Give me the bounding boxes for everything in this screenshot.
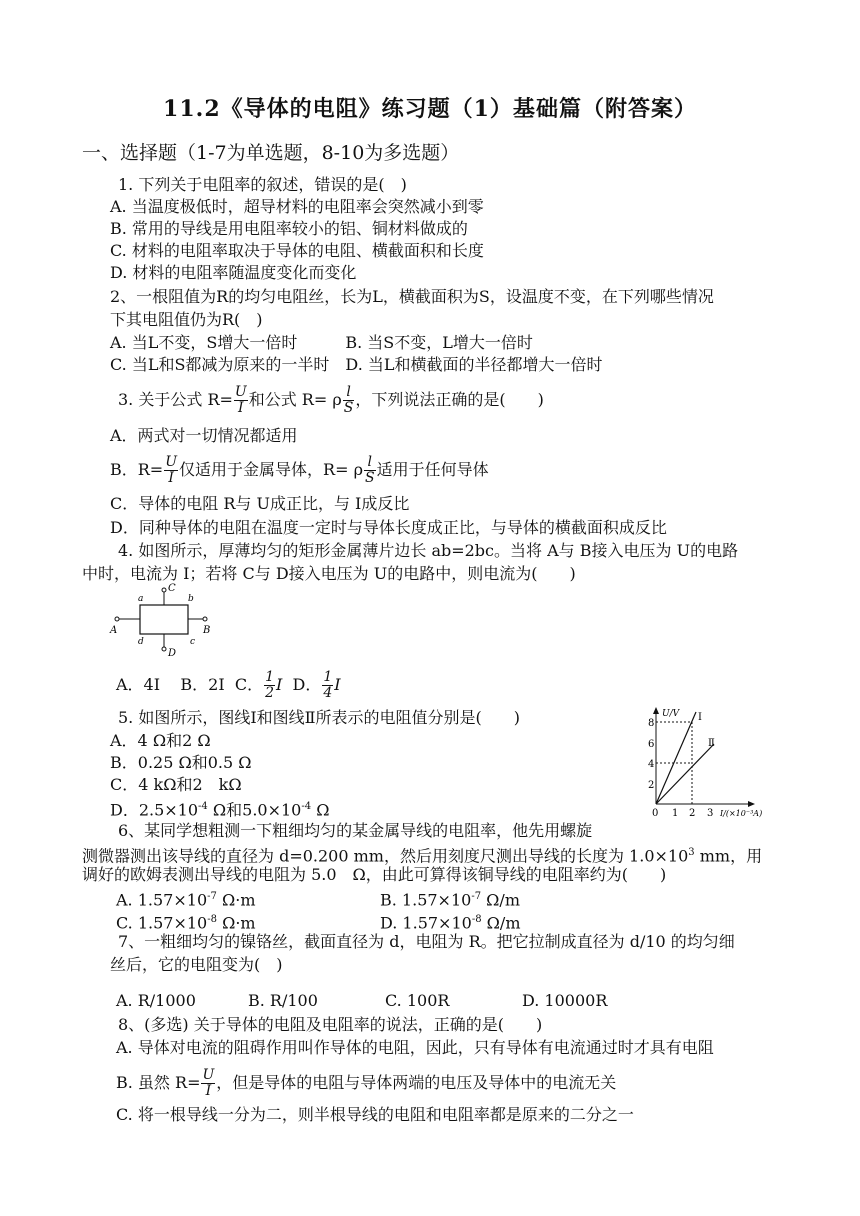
q8-b-part1: B. 虽然 R= xyxy=(116,1073,201,1092)
q4-option-b: B．2I xyxy=(180,675,225,694)
x-tick: 0 xyxy=(652,808,659,819)
q5-d-part1: D．2.5×10 xyxy=(110,800,199,820)
label-C: C xyxy=(168,583,176,594)
denominator: I xyxy=(168,470,174,486)
line-i-label: Ⅰ xyxy=(698,712,702,723)
numerator: U xyxy=(234,384,247,400)
q3-b-part1: B．R= xyxy=(110,460,164,479)
terminal-b xyxy=(203,617,207,621)
q2-options-ab: A. 当L不变，S增大一倍时 B. 当S不变，L增大一倍时 xyxy=(110,333,533,352)
fraction-u-over-i xyxy=(201,1068,215,1099)
denominator: S xyxy=(343,400,354,416)
u-i-graph xyxy=(640,704,782,822)
metal-plate xyxy=(140,605,188,634)
q8-option-a: A. 导体对电流的阻碍作用叫作导体的电阻，因此，只有导体有电流通过时才具有电阻 xyxy=(116,1038,714,1057)
q7-option-a: A. R/1000 xyxy=(116,991,196,1010)
q6-c-unit: Ω·m xyxy=(216,913,256,933)
q3-stem-part2: 和公式 R= ρ xyxy=(248,390,342,409)
denominator: 4 xyxy=(323,685,333,701)
q6-option-b xyxy=(380,887,520,910)
q6-d-unit: Ω/m xyxy=(481,913,521,933)
q4-options xyxy=(116,670,341,701)
terminal-d xyxy=(162,647,166,651)
terminal-a xyxy=(115,617,119,621)
q6-option-a xyxy=(116,887,255,910)
q3-stem-part1: 3. 关于公式 R= xyxy=(118,390,233,409)
q6-c-value: C. 1.57×10 xyxy=(116,913,208,933)
label-d: d xyxy=(138,637,144,647)
q4-stem-line2: 中时，电流为 I；若将 C与 D接入电压为 U的电路中，则电流为( ) xyxy=(82,564,576,583)
q6-b-unit: Ω/m xyxy=(481,890,520,910)
q5-d-part2: Ω和5.0×10 xyxy=(207,800,302,820)
q8-b-part2: ，但是导体的电阻与导体两端的电压及导体中的电流无关 xyxy=(216,1073,617,1092)
q3-option-b xyxy=(110,455,489,486)
q5-option-d xyxy=(110,797,329,820)
denominator: I xyxy=(205,1083,212,1099)
y-tick: 6 xyxy=(648,739,655,750)
q5-d-part3: Ω xyxy=(311,800,330,820)
fraction-one-quarter xyxy=(322,670,333,701)
q6-b-value: B. 1.57×10 xyxy=(380,890,472,910)
x-tick: 3 xyxy=(707,808,714,819)
q7-option-c: C. 100R xyxy=(385,991,450,1010)
exponent: 3 xyxy=(688,847,695,858)
q3-option-a: A．两式对一切情况都适用 xyxy=(110,426,298,445)
q4-d-current: I xyxy=(334,675,341,694)
label-D: D xyxy=(168,648,177,659)
numerator: U xyxy=(165,454,178,470)
y-axis-label: U/V xyxy=(662,709,680,719)
q8-stem: 8、(多选) 关于导体的电阻及电阻率的说法，正确的是( ) xyxy=(118,1015,543,1034)
terminal-c xyxy=(162,588,166,592)
section-heading: 一、选择题（1-7为单选题，8-10为多选题） xyxy=(82,142,460,164)
q6-stem-line1: 6、某同学想粗测一下粗细均匀的某金属导线的电阻率，他先用螺旋 xyxy=(118,821,593,840)
rectangle-plate-figure xyxy=(108,582,220,660)
q7-stem-line2: 丝后，它的电阻变为( ) xyxy=(110,955,283,974)
q1-option-a: A. 当温度极低时，超导材料的电阻率会突然减小到零 xyxy=(110,197,484,216)
exponent: -8 xyxy=(471,914,482,925)
q6-option-c xyxy=(116,910,256,933)
label-c: c xyxy=(190,637,196,647)
q3-option-d: D．同种导体的电阻在温度一定时与导体长度成正比，与导体的横截面积成反比 xyxy=(110,518,667,537)
denominator: 2 xyxy=(265,685,275,701)
line-ii-label: Ⅱ xyxy=(708,738,715,749)
q4-c-current: I xyxy=(276,675,283,694)
q4-option-d: D． xyxy=(292,675,322,694)
exponent: -7 xyxy=(207,891,217,902)
q5-option-c: C．4 kΩ和2 kΩ xyxy=(110,775,242,794)
q1-option-c: C. 材料的电阻率取决于导体的电阻、横截面积和长度 xyxy=(110,241,484,260)
q6-stem-line3: 调好的欧姆表测出导线的电阻为 5.0 Ω，由此可算得该铜导线的电阻率约为( ) xyxy=(82,865,667,884)
q8-option-c: C. 将一根导线一分为二，则半根导线的电阻和电阻率都是原来的二分之一 xyxy=(116,1105,634,1124)
line-ii xyxy=(656,744,714,804)
q6-line2-part1: 测微器测出该导线的直径为 d=0.200 mm，然后用刻度尺测出导线的长度为 1.0×10 xyxy=(82,846,689,866)
numerator: 1 xyxy=(323,669,333,685)
fraction-l-over-s xyxy=(343,385,355,416)
x-tick: 2 xyxy=(689,808,696,819)
numerator: l xyxy=(343,385,355,401)
q6-stem-line2 xyxy=(82,843,762,866)
q3-option-c: C．导体的电阻 R与 U成正比，与 I成反比 xyxy=(110,494,410,513)
q2-stem-line2: 下其电阻值仍为R( ) xyxy=(110,310,263,329)
x-tick: 1 xyxy=(672,808,679,819)
denominator: S xyxy=(364,470,375,486)
q3-stem xyxy=(118,385,544,416)
numerator: U xyxy=(202,1067,215,1083)
q5-stem: 5. 如图所示，图线Ⅰ和图线Ⅱ所表示的电阻值分别是( ) xyxy=(118,708,521,727)
page-title: 11.2《导体的电阻》练习题（1）基础篇（附答案） xyxy=(163,96,697,122)
q1-option-d: D. 材料的电阻率随温度变化而变化 xyxy=(110,263,357,282)
exponent: -4 xyxy=(301,801,312,812)
q1-option-b: B. 常用的导线是用电阻率较小的铝、铜材料做成的 xyxy=(110,219,468,238)
q4-stem-line1: 4. 如图所示，厚薄均匀的矩形金属薄片边长 ab=2bc。当将 A与 B接入电压为 U的电路 xyxy=(118,541,739,560)
label-A: A xyxy=(110,625,118,636)
exponent: -8 xyxy=(207,914,217,925)
y-axis-arrow xyxy=(653,707,659,714)
q7-stem-line1: 7、一粗细均匀的镍铬丝，截面直径为 d，电阻为 R。把它拉制成直径为 d/10 的均匀细 xyxy=(118,932,735,951)
numerator: 1 xyxy=(265,669,275,685)
fraction-u-over-i xyxy=(234,385,248,416)
q7-option-d: D. 10000R xyxy=(522,991,608,1010)
q4-option-c: C． xyxy=(234,675,264,694)
x-axis-arrow xyxy=(748,801,755,807)
exponent: -4 xyxy=(198,801,208,812)
fraction-l-over-s xyxy=(364,455,376,486)
line-i xyxy=(656,712,696,804)
q4-option-a: A．4I xyxy=(116,675,161,694)
q7-option-b: B. R/100 xyxy=(248,991,318,1010)
q3-b-part3: 适用于任何导体 xyxy=(376,460,489,479)
denominator: I xyxy=(238,400,244,416)
q3-b-part2: 仅适用于金属导体，R= ρ xyxy=(179,460,363,479)
q2-options-cd: C. 当L和S都减为原来的一半时 D. 当L和横截面的半径都增大一倍时 xyxy=(110,355,603,374)
x-axis-label: I/(×10⁻³A) xyxy=(720,809,763,818)
label-a: a xyxy=(138,594,144,604)
q8-option-b xyxy=(116,1068,616,1099)
y-tick: 2 xyxy=(648,780,655,791)
q2-stem-line1: 2、一根阻值为R的均匀电阻丝，长为L，横截面积为S，设温度不变，在下列哪些情况 xyxy=(110,287,714,306)
q6-a-unit: Ω·m xyxy=(216,890,256,910)
label-b: b xyxy=(188,594,194,604)
q5-option-a: A．4 Ω和2 Ω xyxy=(110,731,211,750)
y-tick: 8 xyxy=(648,718,655,729)
q1-stem: 1. 下列关于电阻率的叙述，错误的是( ) xyxy=(118,175,407,194)
y-tick: 4 xyxy=(648,759,655,770)
numerator: l xyxy=(364,455,376,471)
q3-stem-part3: ，下列说法正确的是( ) xyxy=(355,390,544,409)
exponent: -7 xyxy=(471,891,482,902)
fraction-u-over-i xyxy=(164,455,178,486)
label-B: B xyxy=(203,625,211,636)
q6-d-value: D. 1.57×10 xyxy=(380,913,472,933)
fraction-one-half xyxy=(264,670,275,701)
q6-line2-part2: mm，用 xyxy=(694,846,763,866)
q6-a-value: A. 1.57×10 xyxy=(116,890,208,910)
q6-option-d xyxy=(380,910,521,933)
q5-option-b: B．0.25 Ω和0.5 Ω xyxy=(110,753,252,772)
